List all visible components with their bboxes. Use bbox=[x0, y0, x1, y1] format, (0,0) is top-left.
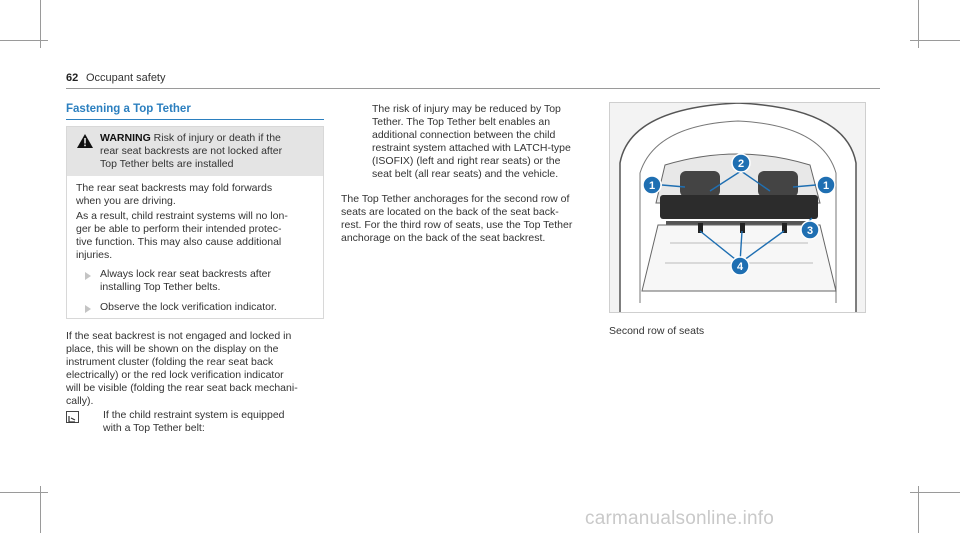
anchorage-paragraph bbox=[341, 193, 603, 245]
page-heading: Fastening a Top Tether bbox=[66, 103, 191, 115]
backrest-paragraph bbox=[66, 330, 326, 408]
crop-mark bbox=[0, 40, 48, 41]
text-line: seats are located on the back of the seat back- bbox=[341, 206, 559, 218]
text-line: with a Top Tether belt: bbox=[103, 422, 205, 434]
warning-action bbox=[100, 301, 315, 314]
warning-paragraph bbox=[76, 210, 316, 262]
callout-4 bbox=[731, 257, 749, 275]
headrest-left bbox=[680, 171, 720, 197]
warning-paragraph bbox=[76, 182, 316, 208]
figure-caption: Second row of seats bbox=[609, 325, 705, 337]
watermark: carmanualsonline.info bbox=[585, 508, 775, 529]
headrest-right bbox=[758, 171, 798, 197]
text-line: anchorage on the back of the seat backrest. bbox=[341, 232, 546, 244]
text-line: If the child restraint system is equipped bbox=[103, 409, 285, 421]
callout-2 bbox=[732, 154, 750, 172]
action-arrow-icon bbox=[85, 272, 91, 280]
text-line: place, this will be shown on the display on the bbox=[66, 343, 279, 355]
text-line: The Top Tether anchorages for the second row of bbox=[341, 193, 570, 205]
action-arrow-icon bbox=[85, 305, 91, 313]
crop-mark bbox=[910, 40, 960, 41]
svg-text:4: 4 bbox=[736, 261, 744, 273]
text-line: injuries. bbox=[76, 249, 113, 261]
crop-mark bbox=[918, 486, 919, 533]
text-line: ger be able to perform their intended protec- bbox=[76, 223, 282, 235]
text-line: The rear seat backrests may fold forwards bbox=[76, 182, 273, 194]
page-number: 62 bbox=[66, 72, 79, 84]
warning-triangle-icon bbox=[77, 134, 93, 148]
text-line: As a result, child restraint systems will no lon- bbox=[76, 210, 288, 222]
header-divider bbox=[66, 88, 880, 89]
child-seat-icon bbox=[66, 411, 79, 423]
text-line: restraint system attached with LATCH-type bbox=[372, 142, 571, 154]
seat-backrest bbox=[660, 195, 818, 219]
warning-text-line: Top Tether belts are installed bbox=[100, 158, 234, 170]
text-line: The risk of injury may be reduced by Top bbox=[372, 103, 561, 115]
top-tether-paragraph bbox=[372, 103, 602, 181]
crop-mark bbox=[910, 492, 960, 493]
rear-cargo-drawing bbox=[610, 103, 866, 313]
section-title: Occupant safety bbox=[86, 72, 166, 84]
crop-mark bbox=[0, 492, 48, 493]
child-restraint-note bbox=[103, 409, 333, 435]
text-line: (ISOFIX) (left and right rear seats) or the bbox=[372, 155, 561, 167]
text-line: electrically) or the red lock verification indicator bbox=[66, 369, 284, 381]
warning-box bbox=[66, 126, 324, 319]
heading-underline bbox=[66, 119, 324, 120]
svg-text:1: 1 bbox=[648, 180, 656, 192]
text-line: seat belt (all rear seats) and the vehicle. bbox=[372, 168, 559, 180]
text-line: Tether. The Top Tether belt enables an bbox=[372, 116, 551, 128]
callout-1-right bbox=[817, 176, 835, 194]
text-line: will be visible (folding the rear seat back mechani- bbox=[66, 382, 298, 394]
text-line: Observe the lock verification indicator. bbox=[100, 301, 277, 313]
text-line: when you are driving. bbox=[76, 195, 176, 207]
warning-text-line: Risk of injury or death if the bbox=[153, 132, 281, 144]
warning-action bbox=[100, 268, 315, 294]
text-line: installing Top Tether belts. bbox=[100, 281, 221, 293]
text-line: rest. For the third row of seats, use the Top Tether bbox=[341, 219, 573, 231]
second-row-seats-illustration bbox=[609, 102, 866, 313]
svg-text:2: 2 bbox=[737, 158, 745, 170]
callout-1-left bbox=[643, 176, 661, 194]
crop-mark bbox=[40, 486, 41, 533]
warning-header bbox=[67, 127, 323, 176]
text-line: cally). bbox=[66, 395, 94, 407]
warning-text-line: rear seat backrests are not locked after bbox=[100, 145, 283, 157]
svg-text:1: 1 bbox=[822, 180, 830, 192]
text-line: tive function. This may also cause additional bbox=[76, 236, 282, 248]
callout-3 bbox=[801, 221, 819, 239]
text-line: instrument cluster (folding the rear seat back bbox=[66, 356, 274, 368]
text-line: Always lock rear seat backrests after bbox=[100, 268, 271, 280]
text-line: additional connection between the child bbox=[372, 129, 556, 141]
text-line: If the seat backrest is not engaged and locked in bbox=[66, 330, 292, 342]
warning-label: WARNING bbox=[100, 132, 151, 144]
warning-text bbox=[100, 132, 316, 171]
svg-text:3: 3 bbox=[806, 225, 814, 237]
